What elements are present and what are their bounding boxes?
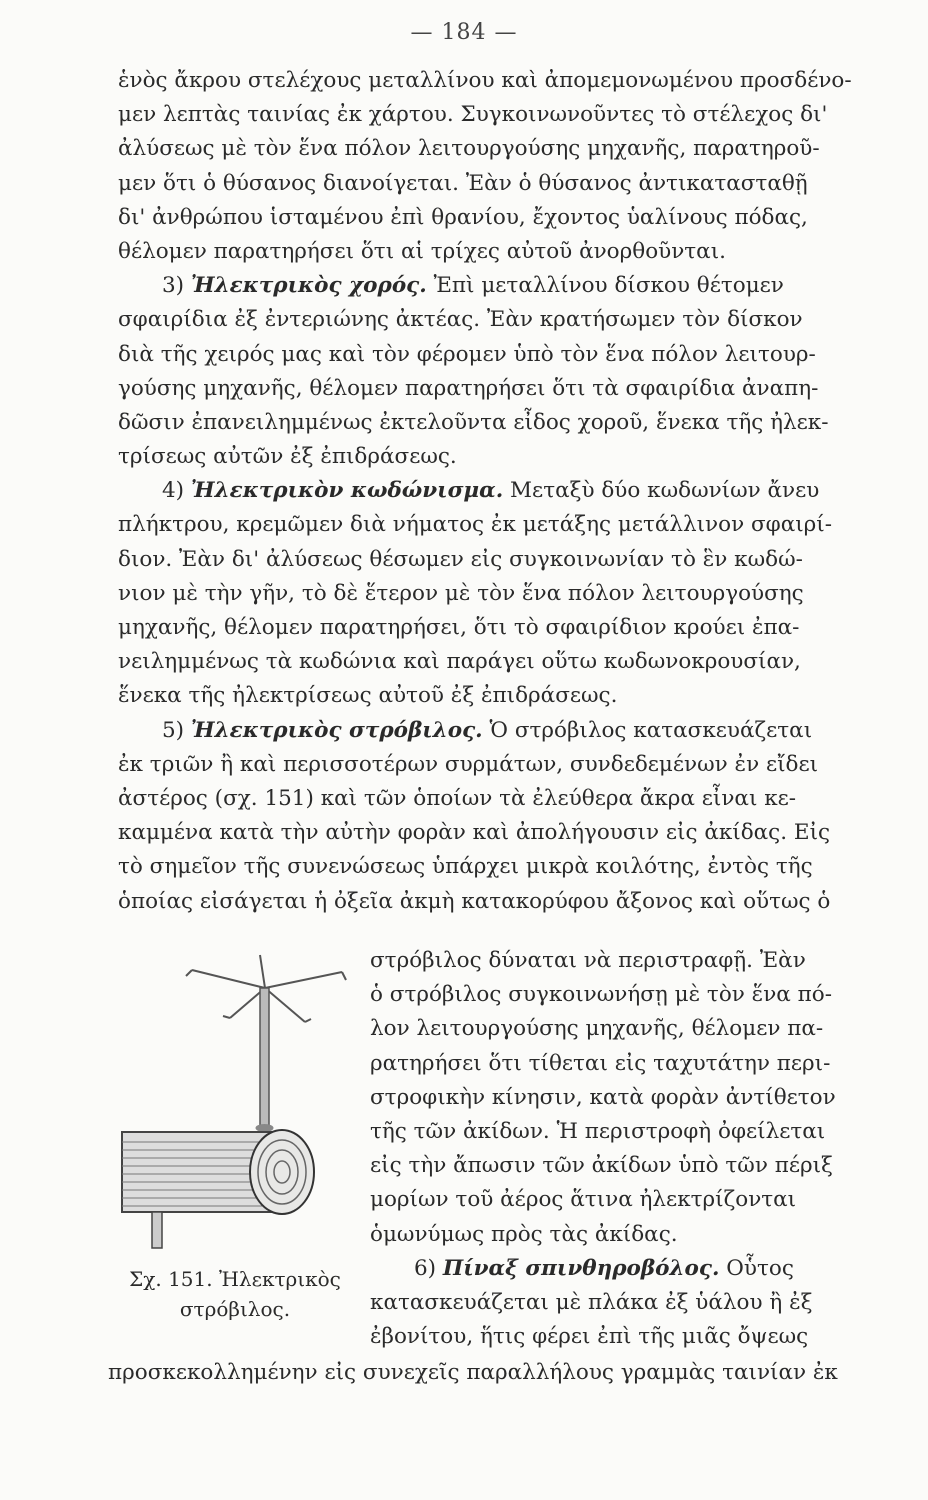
caption-line: Σχ. 151. Ἠλεκτρικὸς	[129, 1267, 341, 1291]
text-line: ὁ στρόβιλος συγκοινωνήσῃ μὲ τὸν ἕνα πό-	[370, 982, 832, 1008]
text-line: τὸ σημεῖον τῆς συνενώσεως ὑπάρχει μικρὰ κοιλότης, ἐντὸς τῆς	[118, 854, 813, 880]
text-line: στρόβιλος δύναται νὰ περιστραφῇ. Ἐὰν	[370, 948, 806, 973]
text-line: λον λειτουργούσης μηχανῆς, θέλομεν πα-	[370, 1016, 824, 1042]
text-line: νειλημμένως τὰ κωδώνια καὶ παράγει οὕτω κωδωνοκρουσίαν,	[118, 649, 801, 675]
figure-151-illustration	[110, 950, 360, 1280]
text-line: ἕνεκα τῆς ἠλεκτρίσεως αὐτοῦ ἐξ ἐπιδράσεως.	[118, 683, 618, 709]
section-number: 6)	[414, 1255, 437, 1281]
text-line: διὰ τῆς χειρός μας καὶ τὸν φέρομεν ὑπὸ τὸν ἕνα πόλον λειτουρ-	[118, 341, 816, 367]
section-number: 5)	[162, 717, 185, 743]
section-title: Πίναξ σπινθηροβόλος.	[442, 1255, 720, 1281]
text-line: στροφικὴν κίνησιν, κατὰ φορὰν ἀντίθετον	[370, 1084, 836, 1110]
text-line: Οὗτος	[726, 1255, 794, 1281]
text-line: ὁμωνύμως πρὸς τὰς ἀκίδας.	[370, 1221, 678, 1247]
text-line: μεν λεπτὰς ταινίας ἐκ χάρτου. Συγκοινωνοῦντες τὸ στέλεχος δι'	[118, 102, 828, 128]
text-line: διον. Ἐὰν δι' ἀλύσεως θέσωμεν εἰς συγκοινωνίαν τὸ ἓν κωδώ-	[118, 546, 803, 572]
text-line: θέλομεν παρατηρήσει ὅτι αἱ τρίχες αὐτοῦ ἀνορθοῦνται.	[118, 238, 726, 264]
figure-caption	[110, 1264, 360, 1324]
section-number: 4)	[162, 478, 185, 504]
text-line: τῆς τῶν ἀκίδων. Ἡ περιστροφὴ ὀφείλεται	[370, 1118, 826, 1144]
text-line: ἐκ τριῶν ἢ καὶ περισσοτέρων συρμάτων, συνδεδεμένων ἐν εἴδει	[118, 751, 819, 777]
section-title: Ἠλεκτρικὸς στρόβιλος.	[190, 717, 483, 743]
section-5-heading-line	[118, 714, 898, 748]
text-line: ἑνὸς ἄκρου στελέχους μεταλλίνου καὶ ἀπομεμονωμένου προσδένο-	[118, 68, 852, 93]
text-line: Ἐπὶ μεταλλίνου δίσκου θέτομεν	[433, 273, 784, 299]
main-text	[118, 64, 898, 919]
section-4-heading-line	[118, 474, 898, 508]
section-title: Ἠλεκτρικὸν κωδώνισμα.	[190, 478, 504, 504]
text-line: προσκεκολλημένην εἰς συνεχεῖς παραλλήλους γραμμὰς ταινίαν ἐκ	[108, 1360, 838, 1385]
text-line: ὁποίας εἰσάγεται ἡ ὀξεῖα ἀκμὴ κατακορύφου ἄξονος καὶ οὕτως ὁ	[118, 888, 831, 914]
section-6-heading-line	[370, 1252, 890, 1286]
text-line: μεν ὅτι ὁ θύσανος διανοίγεται. Ἐὰν ὁ θύσανος ἀντικατασταθῇ	[118, 170, 808, 196]
section-number: 3)	[162, 273, 185, 299]
text-line: νιον μὲ τὴν γῆν, τὸ δὲ ἕτερον μὲ τὸν ἕνα πόλον λειτουργούσης	[118, 580, 804, 606]
page-number: — 184 —	[410, 20, 518, 45]
section-3-heading-line	[118, 269, 898, 303]
text-line: δι' ἀνθρώπου ἱσταμένου ἐπὶ θρανίου, ἔχοντος ὑαλίνους πόδας,	[118, 204, 808, 230]
text-line: πλήκτρου, κρεμῶμεν διὰ νήματος ἐκ μετάξης μετάλλινον σφαιρί-	[118, 512, 832, 538]
caption-line: στρόβιλος.	[179, 1297, 291, 1321]
text-line: γούσης μηχανῆς, θέλομεν παρατηρήσει ὅτι τὰ σφαιρίδια ἀναπη-	[118, 375, 819, 401]
text-line: τρίσεως αὐτῶν ἐξ ἐπιδράσεως.	[118, 444, 457, 470]
narrow-text	[370, 944, 890, 1354]
text-line: μηχανῆς, θέλομεν παρατηρήσει, ὅτι τὸ σφαιρίδιον κρούει ἐπα-	[118, 615, 800, 640]
text-line: ἐβονίτου, ἥτις φέρει ἐπὶ τῆς μιᾶς ὄψεως	[370, 1324, 809, 1350]
text-line: ἀστέρος (σχ. 151) καὶ τῶν ὁποίων τὰ ἐλεύθερα ἄκρα εἶναι κε-	[118, 785, 797, 811]
text-line: κατασκευάζεται μὲ πλάκα ἐξ ὑάλου ἢ ἐξ	[370, 1289, 813, 1315]
text-line: εἰς τὴν ἄπωσιν τῶν ἀκίδων ὑπὸ τῶν πέριξ	[370, 1153, 833, 1179]
text-line: ἀλύσεως μὲ τὸν ἕνα πόλον λειτουργούσης μηχανῆς, παρατηροῦ-	[118, 136, 820, 162]
electric-whirl-drawing	[110, 950, 360, 1250]
text-line: δῶσιν ἐπανειλημμένως ἐκτελοῦντα εἶδος χοροῦ, ἕνεκα τῆς ἠλεκ-	[118, 409, 829, 435]
text-line: σφαιρίδια ἐξ ἐντεριώνης ἀκτέας. Ἐὰν κρατήσωμεν τὸν δίσκον	[118, 307, 803, 333]
text-line: Μεταξὺ δύο κωδωνίων ἄνευ	[510, 478, 820, 504]
section-title: Ἠλεκτρικὸς χορός.	[190, 273, 427, 299]
text-line: μορίων τοῦ ἀέρος ἅτινα ἠλεκτρίζονται	[370, 1187, 797, 1213]
text-line: καμμένα κατὰ τὴν αὐτὴν φορὰν καὶ ἀπολήγουσιν εἰς ἀκίδας. Εἰς	[118, 820, 831, 846]
text-line: Ὁ στρόβιλος κατασκευάζεται	[489, 717, 813, 743]
text-line: ρατηρήσει ὅτι τίθεται εἰς ταχυτάτην περι-	[370, 1050, 831, 1076]
